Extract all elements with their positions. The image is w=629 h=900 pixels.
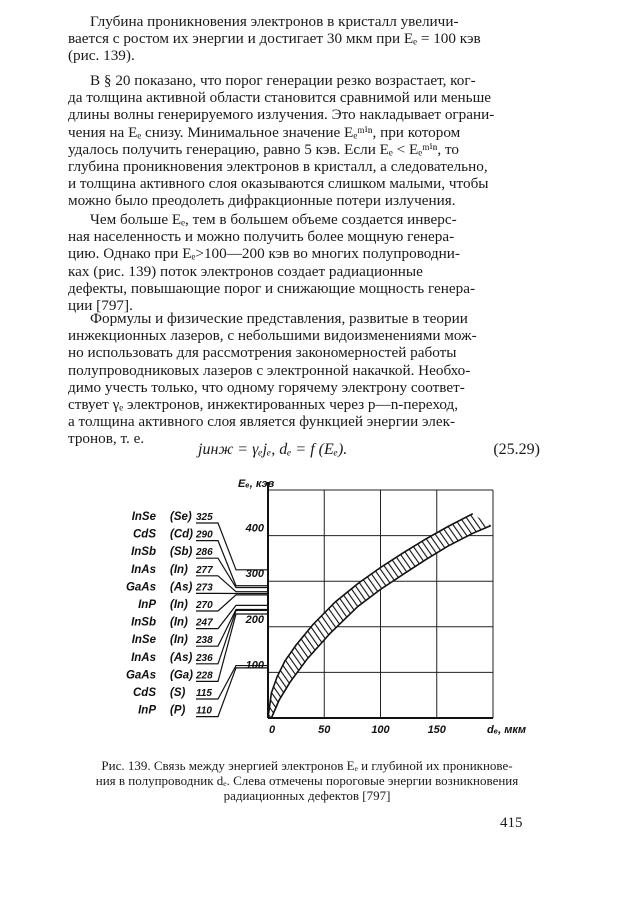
threshold-compound: GaAs <box>125 669 156 682</box>
threshold-element: (As) <box>170 581 193 594</box>
text-line: глубина проникновения электронов в кристалл, а следовательно, <box>68 158 488 176</box>
text-line: (рис. 139). <box>68 47 135 65</box>
text-line: и толщина активного слоя оказываются слишком малыми, чтобы <box>68 175 489 193</box>
y-tick-label: 200 <box>245 613 264 626</box>
equation-number: (25.29) <box>493 441 540 458</box>
text-line: тронов, т. е. <box>68 430 145 448</box>
text-line: Формулы и физические представления, развитые в теории <box>90 310 468 327</box>
paragraph-3 <box>68 211 542 314</box>
threshold-compound: InSe <box>131 634 156 647</box>
threshold-value: 110 <box>196 705 212 717</box>
threshold-element: (Cd) <box>170 528 193 541</box>
threshold-value: 228 <box>196 670 213 682</box>
threshold-value: 270 <box>196 600 213 611</box>
text-line: ная населенность и можно получить более мощную генера- <box>68 228 455 246</box>
figure-139-chart <box>60 470 550 750</box>
x-tick-label: 50 <box>318 724 331 736</box>
threshold-value: 290 <box>196 529 213 541</box>
caption-line: Рис. 139. Связь между энергией электронов Eₑ и глубиной их проникнове- <box>101 758 513 773</box>
text-line: вается с ростом их энергии и достигает 30 мкм при Eₑ = 100 кэв <box>68 30 481 48</box>
x-tick-label: 150 <box>427 724 446 736</box>
text-line: а толщина активного слоя является функцией энергии элек- <box>68 413 456 431</box>
text-line: ции [797]. <box>68 297 133 315</box>
threshold-compound: GaAs <box>125 581 156 594</box>
threshold-element: (Se) <box>170 511 192 523</box>
text-line: Глубина проникновения электронов в кристалл увеличи- <box>90 13 459 30</box>
threshold-element: (In) <box>170 616 188 629</box>
threshold-value: 247 <box>196 617 213 629</box>
text-line: да толщина активной области становится сравнимой или меньше <box>68 89 492 107</box>
threshold-compound: InAs <box>131 651 156 664</box>
threshold-element: (P) <box>170 704 186 717</box>
text-line: чения на Eₑ снизу. Минимальное значение Eₑᵐⁱⁿ, при котором <box>68 123 461 141</box>
equation <box>68 441 542 461</box>
series-line <box>271 526 490 718</box>
equation-formula: jинж = γₑjₑ, dₑ = f (Eₑ). <box>198 441 348 458</box>
text-line: димо учесть только, что одному горячему электрону соответ- <box>68 378 465 396</box>
threshold-element: (Sb) <box>170 546 193 559</box>
threshold-compound: InP <box>138 704 156 717</box>
text-line: длины волны генерируемого излучения. Это накладывает ограни- <box>68 106 495 124</box>
threshold-value: 273 <box>196 582 213 594</box>
energy-depth-band <box>268 514 491 718</box>
threshold-value: 286 <box>196 547 213 559</box>
threshold-element: (In) <box>170 563 188 576</box>
x-tick-label: 0 <box>268 724 276 736</box>
page-number: 415 <box>500 815 523 831</box>
text-line: можно было преодолеть дифракционные потери излучения. <box>68 192 456 210</box>
text-line: дефекты, повышающие порог и снижающие мощность генера- <box>68 279 476 297</box>
caption-line: радиационных дефектов [797] <box>223 788 391 803</box>
y-axis-label: Eₑ, кэв <box>238 478 275 490</box>
paragraph-4 <box>68 310 542 448</box>
threshold-value: 325 <box>196 512 213 523</box>
threshold-compound: InSe <box>131 511 156 523</box>
text-line: полупроводниковых лазеров с электронной накачкой. Необхо- <box>68 361 471 379</box>
threshold-compound: InSb <box>131 616 156 629</box>
threshold-element: (S) <box>170 687 186 699</box>
threshold-element: (Ga) <box>170 669 193 682</box>
threshold-element: (In) <box>170 634 188 647</box>
threshold-layer <box>126 511 213 717</box>
threshold-compound: InSb <box>131 546 156 559</box>
text-line: ках (рис. 139) поток электронов создает радиационные <box>68 262 423 280</box>
paragraph-1 <box>68 13 542 65</box>
text-line: удалось получить генерацию, равно 5 кэв. Если Eₑ < Eₑᵐⁱⁿ, то <box>68 140 460 158</box>
figure-caption <box>72 758 542 803</box>
band-layer <box>268 514 491 718</box>
threshold-compound: InAs <box>131 563 156 576</box>
x-tick-label: 100 <box>371 724 390 736</box>
threshold-value: 238 <box>196 635 213 647</box>
threshold-compound: InP <box>138 599 156 611</box>
threshold-value: 236 <box>196 652 213 664</box>
text-line: ствует γₑ электронов, инжектированных через p—n-переход, <box>68 396 459 414</box>
y-tick-label: 300 <box>245 568 264 581</box>
paragraph-2 <box>68 72 542 210</box>
text-line: В § 20 показано, что порог генерации резко возрастает, ког- <box>90 72 476 89</box>
threshold-element: (In) <box>170 599 188 611</box>
text-line: но использовать для рассмотрения закономерностей работы <box>68 344 457 362</box>
text-line: инжекционных лазеров, с небольшими видоизменениями мож- <box>68 327 477 345</box>
y-tick-label: 100 <box>245 659 264 672</box>
caption-line: ния в полупроводник dₑ. Слева отмечены пороговые энергии возникновения <box>95 773 519 788</box>
threshold-compound: CdS <box>133 687 156 699</box>
threshold-compound: CdS <box>133 528 156 541</box>
x-axis-label: dₑ, мкм <box>487 724 527 736</box>
y-tick-label: 400 <box>245 522 264 535</box>
text-line: цию. Однако при Eₑ>100—200 кэв во многих полупроводни- <box>68 245 460 263</box>
threshold-element: (As) <box>170 651 193 664</box>
text-line: Чем больше Eₑ, тем в большем объеме создается инверс- <box>90 211 457 228</box>
threshold-value: 115 <box>196 688 212 699</box>
threshold-value: 277 <box>196 564 213 576</box>
